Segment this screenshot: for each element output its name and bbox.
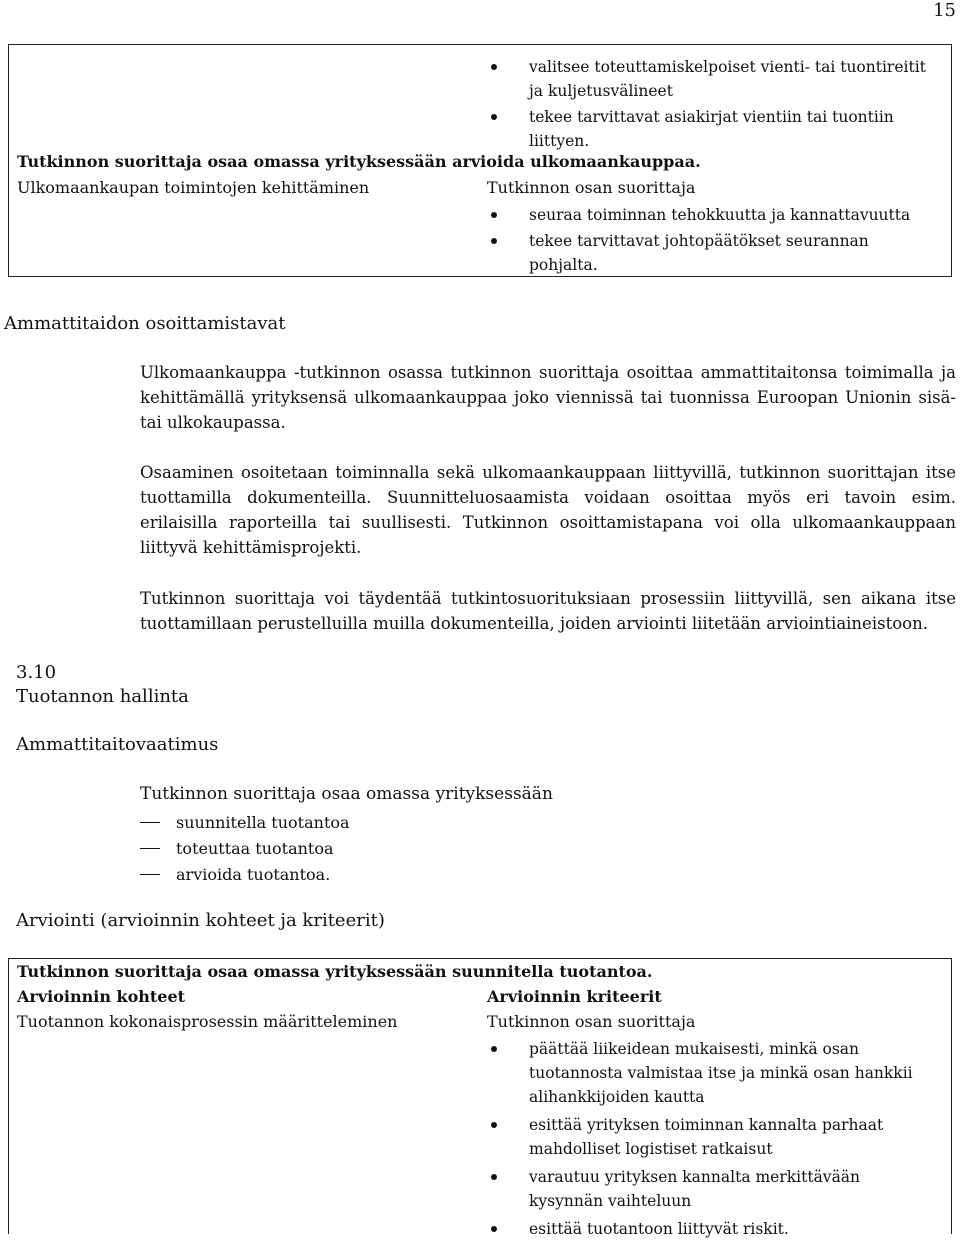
col-header-kriteerit: Arvioinnin kriteerit [487, 987, 662, 1006]
list-item-text: arvioida tuotantoa. [176, 865, 331, 884]
bullet-text: seuraa toiminnan tehokkuutta ja kannattavuutta [529, 206, 911, 224]
bottom-table-bold-row: Tutkinnon suorittaja osaa omassa yrityksessään suunnitella tuotantoa. [17, 962, 653, 981]
bullet-text: tekee tarvittavat johtopäätökset seurannan pohjalta. [529, 232, 869, 274]
bullet-text: esittää tuotantoon liittyvät riskit. [529, 1220, 789, 1238]
bullet-text: varautuu yrityksen kannalta merkittävään kysynnän vaihteluun [529, 1168, 861, 1210]
requirement-intro: Tutkinnon suorittaja osaa omassa yrityksessään [140, 784, 553, 804]
list-item [487, 1217, 927, 1241]
list-item [487, 229, 927, 277]
bottom-table [8, 958, 952, 1238]
bullet-text: tekee tarvittavat asiakirjat vientiin tai tuontiin liittyen. [529, 108, 894, 150]
col-header-kohteet: Arvioinnin kohteet [17, 987, 186, 1006]
bullet-text: päättää liikeidean mukaisesti, minkä osan tuotannosta valmistaa itse ja minkä osan hankkii alihankkijoiden kautta [529, 1040, 913, 1106]
top-bullets-lower [487, 203, 927, 277]
requirement-heading: Ammattitaitovaatimus [16, 734, 219, 755]
list-item [487, 105, 927, 153]
bullet-text: esittää yrityksen toiminnan kannalta parhaat mahdolliset logistiset ratkaisut [529, 1116, 884, 1158]
bullet-text: valitsee toteuttamiskelpoiset vienti- tai tuontireitit ja kuljetusvälineet [529, 58, 926, 100]
list-item-text: suunnitella tuotantoa [176, 813, 350, 832]
list-item [487, 203, 927, 227]
paragraph-1: Ulkomaankauppa -tutkinnon osassa tutkinnon suorittaja osoittaa ammattitaitonsa toimimalla ja kehittämällä yrityksensä ulkomaankauppaa joko viennissä tai tuonnissa Euroopan Unionin sisä- tai ulkokaupassa. [140, 363, 956, 432]
list-item [487, 1037, 927, 1109]
section-number: 3.10 [16, 662, 57, 683]
top-table-left-cell: Ulkomaankaupan toimintojen kehittäminen [17, 178, 370, 197]
list-item [140, 862, 350, 888]
top-table-right-header: Tutkinnon osan suorittaja [487, 178, 696, 197]
paragraph-2: Osaaminen osoitetaan toiminnalla sekä ulkomaankauppaan liittyvillä, tutkinnon suorittajan itse tuottamilla dokumenteilla. Suunnitteluosaamista voidaan osoittaa myös eri tavoin esim. erilaisilla raporteilla tai suullisesti. Tutkinnon osoittamistapana voi olla ulkomaankauppaan liittyvä kehittämisprojekti. [140, 463, 956, 557]
section-heading: Ammattitaidon osoittamistavat [4, 313, 286, 334]
assessment-heading: Arviointi (arvioinnin kohteet ja kriteerit) [16, 910, 385, 931]
list-item [140, 810, 350, 836]
list-item [487, 55, 927, 103]
page-number: 15 [933, 0, 956, 21]
list-item [487, 1113, 927, 1161]
bottom-table-left-cell: Tuotannon kokonaisprosessin määritteleminen [17, 1012, 398, 1031]
bottom-bullets [487, 1037, 927, 1241]
list-item-text: toteuttaa tuotantoa [176, 839, 334, 858]
list-item [140, 836, 350, 862]
bottom-table-right-header: Tutkinnon osan suorittaja [487, 1012, 696, 1031]
top-table-bold-row: Tutkinnon suorittaja osaa omassa yrityksessään arvioida ulkomaankauppaa. [17, 152, 701, 171]
top-bullets-upper [487, 55, 927, 153]
top-table [8, 44, 952, 277]
section-title: Tuotannon hallinta [16, 686, 189, 707]
requirement-list [140, 810, 350, 888]
paragraph-3: Tutkinnon suorittaja voi täydentää tutkintosuorituksiaan prosessiin liittyvillä, sen aikana itse tuottamillaan perustelluilla muilla dokumenteilla, joiden arviointi liitetään arviointiaineistoon. [140, 589, 956, 633]
list-item [487, 1165, 927, 1213]
